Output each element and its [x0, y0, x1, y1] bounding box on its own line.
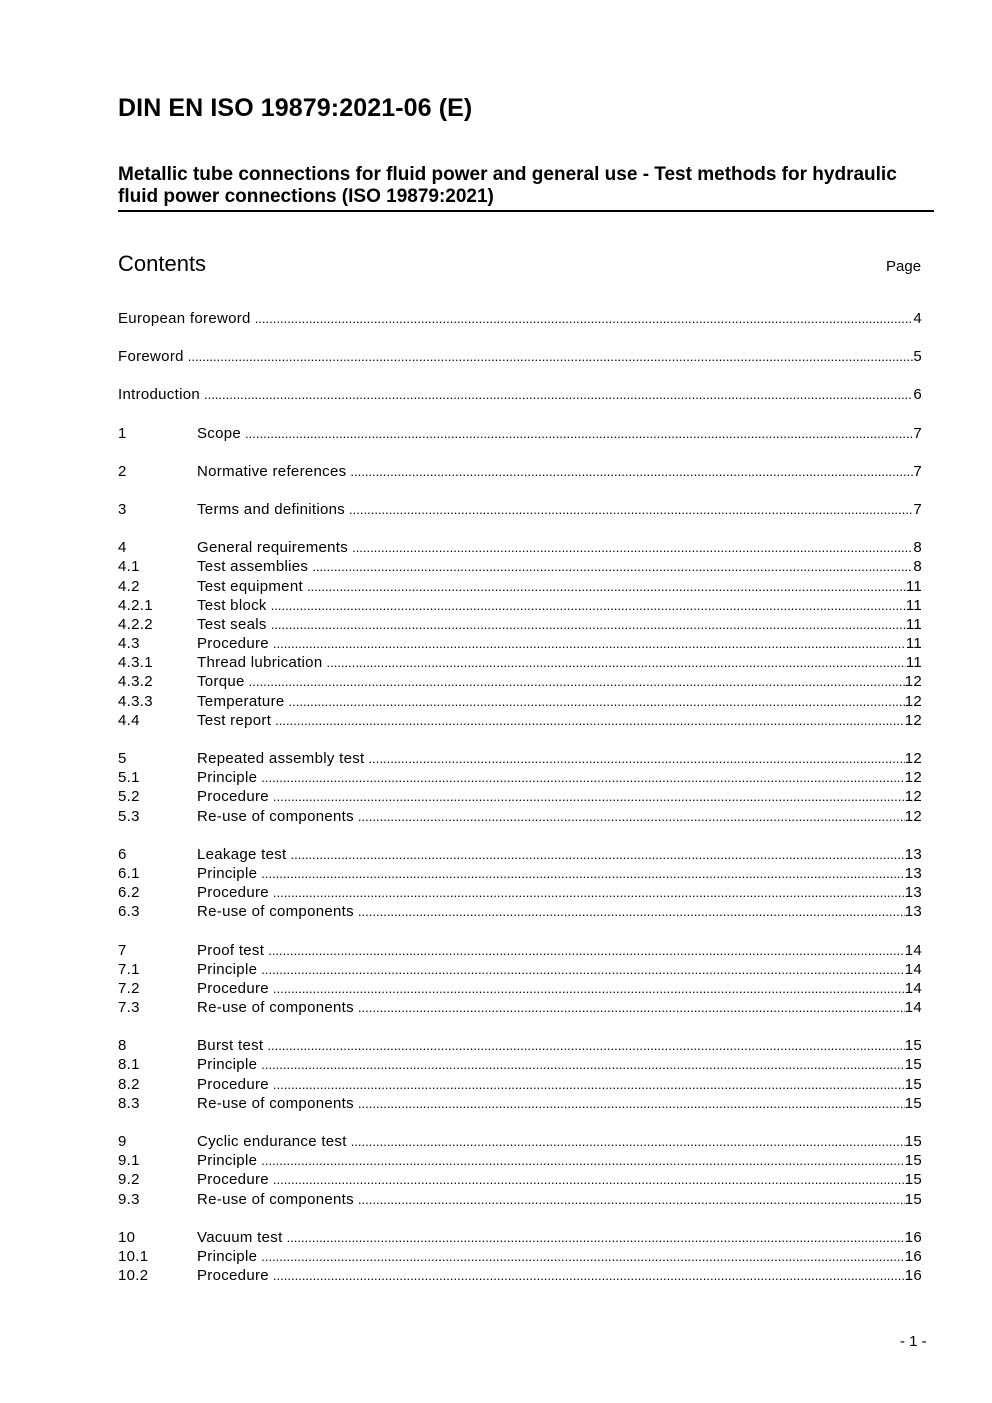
toc-entry-label: Scope	[197, 424, 242, 442]
toc-entry-label: Re-use of components	[197, 999, 354, 1017]
toc-entry-page: 13	[904, 845, 922, 863]
toc-entry-page: 11	[905, 654, 922, 672]
toc-entry-page: 15	[904, 1056, 922, 1074]
toc-entry-page: 11	[905, 577, 922, 595]
toc-entry[interactable]	[118, 1076, 922, 1095]
toc-entry-number: 6	[118, 845, 127, 863]
dot-leader	[369, 751, 905, 766]
toc-entry-page: 16	[904, 1228, 922, 1246]
toc-entry-label: Test report	[197, 711, 272, 729]
toc-entry-number: 4.2.2	[118, 615, 153, 633]
toc-entry-page: 13	[904, 884, 922, 902]
toc-entry-number: 4.3.2	[118, 673, 153, 691]
toc-entry[interactable]	[118, 750, 922, 769]
toc-entry[interactable]	[118, 597, 922, 616]
toc-group	[118, 501, 922, 520]
toc-entry-page: 11	[905, 596, 922, 614]
contents-heading: Contents	[118, 251, 207, 276]
toc-entry-page: 14	[904, 960, 922, 978]
toc-entry[interactable]	[118, 616, 922, 635]
dot-leader	[273, 981, 905, 996]
toc-entry[interactable]	[118, 788, 922, 807]
toc-entry[interactable]	[118, 1095, 922, 1114]
dot-leader	[245, 426, 913, 441]
dot-leader	[287, 1230, 905, 1245]
dot-leader	[255, 311, 914, 326]
toc-entry[interactable]	[118, 1152, 922, 1171]
toc-group	[118, 463, 922, 482]
toc-entry-label: General requirements	[197, 539, 349, 557]
toc-entry-number: 10.1	[118, 1247, 149, 1265]
toc-entry[interactable]	[118, 1037, 922, 1056]
dot-leader	[291, 847, 905, 862]
toc-entry-page: 16	[904, 1247, 922, 1265]
toc-entry-number: 7.2	[118, 979, 140, 997]
dot-leader	[261, 962, 904, 977]
toc-entry-page: 12	[904, 692, 922, 710]
toc-entry[interactable]	[118, 769, 922, 788]
toc-entry[interactable]	[118, 654, 922, 673]
toc-group	[118, 1133, 922, 1210]
toc-entry-label: Temperature	[197, 692, 285, 710]
toc-entry-number: 10.2	[118, 1267, 149, 1285]
dot-leader	[358, 809, 905, 824]
toc-entry-number: 9	[118, 1133, 127, 1150]
toc-entry-number: 7.3	[118, 999, 140, 1017]
dot-leader	[261, 1153, 904, 1168]
dot-leader	[358, 1000, 905, 1015]
toc-entry-page: 15	[904, 1075, 922, 1093]
toc-entry-number: 7	[118, 941, 127, 959]
toc-entry-number: 10	[118, 1228, 136, 1246]
toc-entry-number: 9.2	[118, 1171, 140, 1189]
toc-entry-page: 15	[904, 1094, 922, 1112]
dot-leader	[271, 598, 906, 613]
toc-entry-number: 5	[118, 750, 127, 767]
toc-entry[interactable]	[118, 578, 922, 597]
toc-entry[interactable]	[118, 310, 922, 329]
toc-entry-page: 12	[904, 769, 922, 787]
toc-entry-label: Test block	[197, 596, 267, 614]
toc-entry-number: 4.1	[118, 558, 140, 576]
toc-entry-page: 8	[913, 558, 922, 576]
toc-entry[interactable]	[118, 1133, 922, 1152]
toc-entry-label: Cyclic endurance test	[197, 1133, 347, 1150]
toc-entry-page: 5	[913, 348, 922, 366]
toc-entry-label: Principle	[197, 1152, 258, 1170]
toc-entry-page: 7	[913, 462, 922, 480]
toc-entry-label: Leakage test	[197, 845, 287, 863]
dot-leader	[249, 674, 905, 689]
toc-entry-page: 7	[913, 500, 922, 518]
toc-entry[interactable]	[118, 1248, 922, 1267]
toc-entry-number: 5.1	[118, 769, 140, 787]
toc-entry-page: 12	[904, 788, 922, 806]
dot-leader	[204, 387, 913, 402]
toc-entry[interactable]	[118, 1056, 922, 1075]
dot-leader	[268, 943, 905, 958]
toc-entry-number: 1	[118, 424, 127, 442]
toc-entry-number: 4.2	[118, 577, 140, 595]
dot-leader	[275, 713, 905, 728]
toc-entry-number: 6.1	[118, 864, 140, 882]
dot-leader	[188, 349, 914, 364]
toc-entry-number: 4.3.3	[118, 692, 153, 710]
toc-entry[interactable]	[118, 539, 922, 558]
toc-entry-page: 15	[904, 1037, 922, 1055]
dot-leader	[261, 1249, 904, 1264]
toc-entry-page: 12	[904, 807, 922, 825]
document-code: DIN EN ISO 19879:2021-06 (E)	[118, 94, 473, 122]
dot-leader	[261, 770, 904, 785]
page-number: - 1 -	[900, 1333, 927, 1350]
toc-entry-label: Procedure	[197, 1267, 269, 1285]
dot-leader	[350, 464, 913, 479]
dot-leader	[358, 1192, 905, 1207]
toc-entry-number: 4.3.1	[118, 654, 153, 672]
dot-leader	[273, 1077, 905, 1092]
toc-entry[interactable]	[118, 501, 922, 520]
toc-group	[118, 1229, 922, 1287]
toc-entry-page: 13	[904, 864, 922, 882]
toc-entry-label: Principle	[197, 864, 258, 882]
toc-entry[interactable]	[118, 463, 922, 482]
toc-entry-label: Procedure	[197, 1075, 269, 1093]
toc-entry-label: Vacuum test	[197, 1228, 283, 1246]
toc-entry-number: 6.3	[118, 903, 140, 921]
toc-entry-page: 15	[904, 1190, 922, 1208]
toc-entry-label: Principle	[197, 1247, 258, 1265]
toc-entry-number: 7.1	[118, 960, 140, 978]
toc-entry-label: Principle	[197, 1056, 258, 1074]
dot-leader	[326, 655, 905, 670]
toc-entry[interactable]	[118, 1191, 922, 1210]
toc-entry[interactable]	[118, 693, 922, 712]
toc-entry-label: Procedure	[197, 788, 269, 806]
toc-entry-page: 16	[904, 1267, 922, 1285]
toc-entry-page: 12	[904, 673, 922, 691]
toc-entry-label: Torque	[197, 673, 245, 691]
dot-leader	[273, 636, 906, 651]
toc-entry-page: 6	[913, 386, 922, 404]
toc-entry[interactable]	[118, 999, 922, 1018]
toc-entry-label: Procedure	[197, 1171, 269, 1189]
toc-entry-number: 9.3	[118, 1190, 140, 1208]
toc-entry[interactable]	[118, 635, 922, 654]
toc-group	[118, 846, 922, 923]
toc-entry-label: Principle	[197, 769, 258, 787]
toc-entry-label: Re-use of components	[197, 1190, 354, 1208]
toc-entry-number: 8.3	[118, 1094, 140, 1112]
toc-entry-page: 11	[905, 635, 922, 653]
toc-entry-label: Procedure	[197, 884, 269, 902]
toc-entry-number: 5.3	[118, 807, 140, 825]
toc-group	[118, 386, 922, 405]
toc-entry[interactable]	[118, 673, 922, 692]
dot-leader	[349, 502, 913, 517]
toc-group	[118, 750, 922, 827]
page-column-heading: Page	[886, 258, 922, 275]
toc-entry[interactable]	[118, 980, 922, 999]
toc-entry-number: 4.4	[118, 711, 140, 729]
toc-entry[interactable]	[118, 558, 922, 577]
toc-entry-page: 14	[904, 979, 922, 997]
toc-entry-page: 12	[904, 711, 922, 729]
toc-entry-page: 14	[904, 941, 922, 959]
toc-entry[interactable]	[118, 942, 922, 961]
toc-entry-label: Re-use of components	[197, 903, 354, 921]
toc-entry[interactable]	[118, 1267, 922, 1286]
toc-entry[interactable]	[118, 884, 922, 903]
toc-entry-page: 11	[905, 615, 922, 633]
toc-entry-page: 8	[913, 539, 922, 557]
toc-entry-page: 15	[904, 1133, 922, 1150]
title-rule	[118, 210, 934, 212]
dot-leader	[273, 1268, 905, 1283]
toc-entry-label: European foreword	[118, 310, 251, 327]
toc-entry-page: 15	[904, 1152, 922, 1170]
dot-leader	[358, 904, 905, 919]
table-of-contents	[118, 310, 922, 1305]
toc-group	[118, 1037, 922, 1114]
toc-entry-label: Burst test	[197, 1037, 264, 1055]
toc-entry-label: Thread lubrication	[197, 654, 323, 672]
toc-entry-label: Terms and definitions	[197, 500, 346, 518]
dot-leader	[261, 866, 904, 881]
toc-entry-label: Re-use of components	[197, 807, 354, 825]
toc-entry-page: 12	[904, 750, 922, 767]
toc-entry[interactable]	[118, 903, 922, 922]
toc-entry-number: 3	[118, 500, 127, 518]
document-title: Metallic tube connections for fluid power and general use - Test methods for hydraulic fluid power connections (ISO 19879:2021)	[118, 164, 897, 207]
toc-entry-label: Foreword	[118, 348, 184, 366]
toc-group	[118, 348, 922, 367]
toc-entry-number: 4.3	[118, 635, 140, 653]
dot-leader	[312, 559, 913, 574]
toc-entry-label: Test equipment	[197, 577, 303, 595]
dot-leader	[289, 694, 905, 709]
toc-entry[interactable]	[118, 425, 922, 444]
dot-leader	[351, 1134, 905, 1149]
dot-leader	[273, 789, 905, 804]
toc-entry-number: 5.2	[118, 788, 140, 806]
dot-leader	[273, 1172, 905, 1187]
toc-group	[118, 539, 922, 731]
toc-entry[interactable]	[118, 1171, 922, 1190]
toc-entry-page: 7	[913, 424, 922, 442]
toc-entry-label: Repeated assembly test	[197, 750, 365, 767]
toc-entry[interactable]	[118, 865, 922, 884]
toc-entry-number: 8	[118, 1037, 127, 1055]
toc-entry-label: Proof test	[197, 941, 265, 959]
toc-entry[interactable]	[118, 846, 922, 865]
toc-entry-page: 4	[913, 310, 922, 327]
toc-entry[interactable]	[118, 808, 922, 827]
toc-entry-number: 2	[118, 462, 127, 480]
toc-group	[118, 425, 922, 444]
toc-group	[118, 310, 922, 329]
dot-leader	[307, 579, 906, 594]
toc-entry-label: Test seals	[197, 615, 267, 633]
toc-group	[118, 942, 922, 1019]
toc-entry-label: Introduction	[118, 386, 200, 404]
toc-entry[interactable]	[118, 1229, 922, 1248]
dot-leader	[261, 1057, 904, 1072]
dot-leader	[271, 617, 906, 632]
toc-entry-number: 8.1	[118, 1056, 140, 1074]
dot-leader	[352, 540, 913, 555]
toc-entry-label: Principle	[197, 960, 258, 978]
toc-entry-label: Procedure	[197, 635, 269, 653]
toc-entry[interactable]	[118, 386, 922, 405]
toc-entry-number: 4	[118, 539, 127, 557]
toc-entry[interactable]	[118, 961, 922, 980]
toc-entry-page: 13	[904, 903, 922, 921]
toc-entry-label: Procedure	[197, 979, 269, 997]
dot-leader	[358, 1096, 905, 1111]
toc-entry-label: Normative references	[197, 462, 347, 480]
toc-entry[interactable]	[118, 712, 922, 731]
toc-entry-number: 4.2.1	[118, 596, 153, 614]
toc-entry-number: 9.1	[118, 1152, 140, 1170]
dot-leader	[267, 1038, 904, 1053]
toc-entry-label: Re-use of components	[197, 1094, 354, 1112]
toc-entry-number: 8.2	[118, 1075, 140, 1093]
toc-entry-page: 14	[904, 999, 922, 1017]
toc-entry-label: Test assemblies	[197, 558, 309, 576]
toc-entry-page: 15	[904, 1171, 922, 1189]
toc-entry[interactable]	[118, 348, 922, 367]
toc-entry-number: 6.2	[118, 884, 140, 902]
dot-leader	[273, 885, 905, 900]
